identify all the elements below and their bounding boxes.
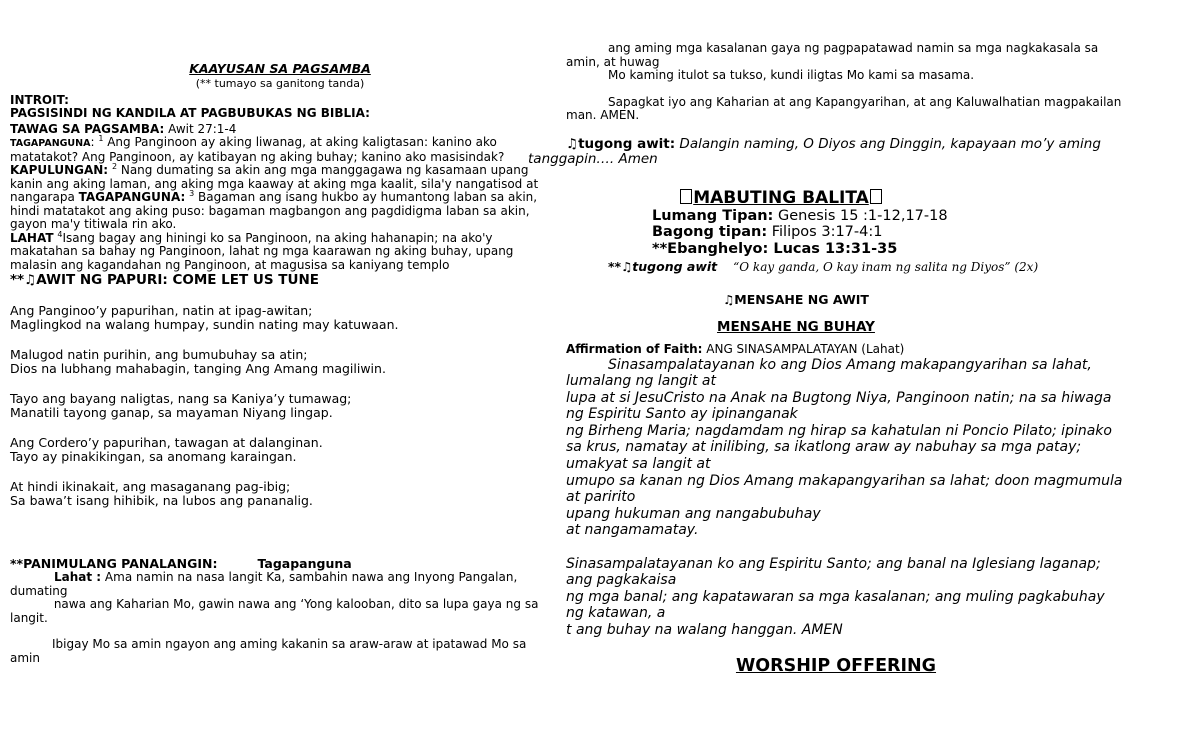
- stanza: [10, 348, 540, 377]
- introit-heading: INTROIT:: [10, 92, 69, 107]
- prayer-line: nawa ang Kaharian Mo, gawin nawa ang ‘Yong kalooban, dito sa lupa gaya ng sa langit.: [10, 597, 539, 625]
- response-song-2: [608, 259, 1126, 275]
- creed-line: umupo sa kanan ng Dios Amang makapangyarihan sa lahat; doon magmumula at paririto: [566, 472, 1123, 506]
- verse-text: Nang dumating sa akin ang mga manggagawa ng kasamaan upang kanin ang aking laman, ang aking mga kaaway at aking mga kaalit, sila'y nangatisod at nangarapa: [10, 163, 539, 204]
- creed-line: ng mga banal; ang kapatawaran sa mga kasalanan; ang muling pagkabuhay ng katawan, a: [566, 588, 1105, 622]
- lyric-line: Malugod natin purihin, ang bumubuhay sa atin;: [10, 346, 308, 362]
- prayer-heading: **PANIMULANG PANALANGIN:: [10, 555, 218, 571]
- offering-heading: WORSHIP OFFERING: [735, 655, 937, 676]
- prayer-leader: Tagapanguna: [257, 555, 352, 571]
- right-column: [528, 41, 1126, 677]
- lyric-line: Ang Cordero’y papurihan, tawagan at dalanginan.: [10, 434, 323, 450]
- old-testament-reading: [652, 208, 1126, 225]
- lyric-line: Maglingkod na walang humpay, sundin nating may katuwaan.: [10, 317, 399, 332]
- lords-prayer-doxology: [566, 96, 1126, 123]
- page-subtitle: (** tumayo sa ganitong tanda): [195, 76, 365, 90]
- stanza: [10, 392, 540, 421]
- prayer-line: Sapagkat iyo ang Kaharian at ang Kapangyarihan, at ang Kaluwalhatian magpakailan man. AMEN.: [566, 94, 1122, 122]
- prayer-line: ang aming mga kasalanan gaya ng pagpapatawad namin sa mga nagkakasala sa amin, at huwag: [566, 41, 1099, 69]
- creed-line: upang hukuman ang nangabubuhay: [566, 505, 821, 522]
- lords-prayer-cont2: [566, 69, 1126, 83]
- creed-line: at nangamamatay.: [566, 522, 699, 539]
- creed-line: Sinasampalatayanan ko ang Dios Amang makapangyarihan sa lahat, lumalang ng langit at: [566, 356, 1092, 390]
- response-text: “O kay ganda, O kay inam ng salita ng Diyos” (2x): [733, 260, 1039, 274]
- apostles-creed: [566, 357, 1126, 639]
- affirmation-sub: ANG SINASAMPALATAYAN (Lahat): [702, 342, 905, 356]
- hymn-lyrics: [10, 304, 540, 509]
- verse-text: Bagaman ang isang hukbo ay humantong laban sa akin, hindi matatakot ang aking puso: bagaman magbangon ang pagdidigma laban sa akin, gayon ma'y titiwala rin ako.: [10, 190, 538, 231]
- response-text: Dalangin naming, O Diyos ang Dinggin, kapayaan mo’y aming tanggapin…. Amen: [528, 135, 1101, 167]
- verse-1: TAGAPANGUNA: $^1$ Ang Panginoon ay aking liwanag, at aking kaligtasan: kanino ako matatakot? Ang Panginoon, ay katibayan ng aking buhay; kanino ako masisindak?: [10, 134, 505, 164]
- prayer-line: Mo kaming itulot sa tukso, kundi iligtas Mo kami sa masama.: [608, 68, 975, 82]
- leader-label: TAGAPANGUNA:: [78, 190, 186, 204]
- verse-text: Ang Panginoon ay aking liwanag, at aking kaligtasan: kanino ako matatakot? Ang Panginoon, ay katibayan ng aking buhay; kanino ako masisindak?: [10, 135, 505, 164]
- leader-label: TAGAPANGUNA: [10, 138, 91, 149]
- call-reference: Awit 27:1-4: [164, 121, 237, 136]
- box-glyph-icon: [870, 189, 882, 204]
- lords-prayer-cont: [566, 42, 1126, 69]
- lyric-line: At hindi ikinakait, ang masaganang pag-ibig;: [10, 478, 291, 494]
- lords-prayer-part2: [10, 598, 540, 625]
- verse-number: 1: [98, 134, 104, 143]
- box-glyph-icon: [680, 189, 692, 204]
- lyric-line: Manatili tayong ganap, sa mayaman Niyang lingap.: [10, 405, 333, 420]
- creed-line: ng Birheng Maria; nagdamdam ng hirap sa kahatulan ni Poncio Pilato; ipinako sa krus, namatay at inilibing, sa ikatlong araw ay nabuhay sa mga patay; umakyat sa langit at: [566, 422, 1112, 473]
- creed-line: lupa at si JesuCristo na Anak na Bugtong Niya, Panginoon natin; na sa hiwaga ng Espiritu Santo ay ipinanganak: [566, 389, 1112, 423]
- gospel-reading: **Ebanghelyo: Lucas 13:31-35: [652, 240, 898, 257]
- creed-line: t ang buhay na walang hanggan. AMEN: [566, 622, 843, 638]
- candle-heading: PAGSISINDI NG KANDILA AT PAGBUBUKAS NG BIBLIA:: [10, 106, 370, 120]
- call-label: TAWAG SA PAGSAMBA:: [10, 121, 165, 136]
- stanza: [10, 480, 540, 509]
- lyric-line: Dios na lubhang mahabagin, tanging Ang Amang magiliwin.: [10, 361, 386, 376]
- verse-4: [10, 229, 540, 273]
- reading-ref: Filipos 3:17-4:1: [767, 224, 883, 240]
- creed-line: Sinasampalatayanan ko ang Espiritu Santo; ang banal na Iglesiang laganap; ang pagkakaisa: [566, 555, 1101, 589]
- prayer-line: Ibigay Mo sa amin ngayon ang aming kakanin sa araw-araw at ipatawad Mo sa amin: [10, 637, 527, 665]
- lyric-line: Tayo ay pinakikingan, sa anomang karaingan.: [10, 449, 297, 464]
- verse-number: 2: [111, 162, 118, 171]
- lyric-line: Ang Panginoo’y papurihan, natin at ipag-awitan;: [10, 302, 313, 318]
- affirmation-label: Affirmation of Faith:: [566, 342, 703, 356]
- lyric-line: Sa bawa’t isang hihibik, na lubos ang pananalig.: [10, 493, 313, 508]
- reading-ref: Genesis 15 :1-12,17-18: [773, 207, 948, 224]
- lyric-line: Tayo ang bayang naligtas, nang sa Kaniya’y tumawag;: [10, 390, 352, 406]
- prayer-all-label: Lahat :: [54, 570, 102, 584]
- verse-text: Isang bagay ang hiningi ko sa Panginoon, na aking hahanapin; na ako'y makatahan sa bahay ng Panginoon, lahat ng mga kaarawan ng aking buhay, upang malasin ang kagandahan ng Panginoon, at magusisa sa kaniyang templo: [10, 230, 514, 272]
- verse-number: 3: [189, 189, 195, 198]
- reading-label: Lumang Tipan:: [652, 207, 774, 224]
- verse-number: 4: [57, 229, 63, 239]
- stanza: [10, 304, 540, 333]
- response-label: **♫tugong awit: [608, 259, 718, 274]
- reading-label: Bagong tipan:: [652, 224, 768, 240]
- lords-prayer-part3: [10, 638, 540, 665]
- stanza: [10, 436, 540, 465]
- left-column: [10, 62, 540, 665]
- call-to-worship: [10, 123, 540, 137]
- new-testament-reading: [652, 224, 1126, 241]
- hymn-heading: **♫AWIT NG PAPURI: COME LET US TUNE: [10, 272, 319, 288]
- response-label: ♫tugong awit:: [566, 135, 676, 152]
- gospel-heading: [436, 188, 1126, 208]
- life-message-heading: MENSAHE NG BUHAY: [717, 318, 875, 335]
- people-label: KAPULUNGAN:: [10, 163, 109, 177]
- opening-prayer-heading: [10, 557, 540, 572]
- readings: [652, 208, 1126, 258]
- response-song-1: [528, 137, 1126, 168]
- lords-prayer-part1: [10, 571, 540, 598]
- prayer-line: Ama namin na nasa langit Ka, sambahin nawa ang Inyong Pangalan, dumating: [10, 570, 518, 598]
- page-title: KAAYUSAN SA PAGSAMBA: [189, 61, 371, 76]
- song-message-heading: ♫MENSAHE NG AWIT: [723, 292, 869, 307]
- all-label: LAHAT: [10, 230, 54, 245]
- affirmation-heading: [566, 343, 1126, 357]
- gospel-heading-text: MABUTING BALITA: [693, 187, 869, 208]
